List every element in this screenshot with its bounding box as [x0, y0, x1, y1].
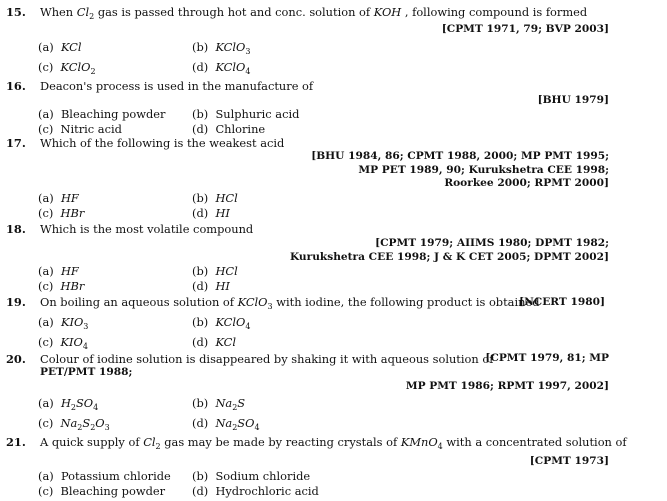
question-text: A quick supply of $Cl_2$ gas may be made by reacting crystals of KMnO$_4$ with a concentrated solution of: [40, 435, 627, 451]
question-text: On boiling an aqueous solution of KClO$_3$ with iodine, the following product is obtained: [40, 295, 540, 311]
option-c[interactable]: (c) HBr: [38, 206, 85, 220]
question-text: When $Cl_2$ gas is passed through hot and conc. solution of KOH , following compound is formed: [40, 5, 588, 21]
option-b[interactable]: (b) HCl: [192, 264, 238, 278]
option-c[interactable]: (c) Nitric acid: [38, 122, 122, 136]
question-source: [BHU 1984, 86; CPMT 1988, 2000; MP PMT 1995; MP PET 1989, 90; Kurukshetra CEE 1998; Roorkee 2000; RPMT 2000]: [311, 150, 609, 189]
question-number: 19.: [6, 295, 26, 309]
question-text: Which is the most volatile compound: [40, 222, 254, 236]
question-number: 18.: [6, 222, 26, 236]
question-source: [CPMT 1971, 79; BVP 2003]: [441, 23, 609, 35]
question-number: 16.: [6, 79, 26, 93]
option-d[interactable]: (d) KClO$_4$: [192, 60, 251, 76]
question-source: [NCERT 1980]: [519, 296, 605, 308]
question-number: 15.: [6, 5, 26, 19]
option-d[interactable]: (d) HI: [192, 206, 230, 220]
option-d[interactable]: (d) $Na_2SO_4$: [192, 416, 260, 432]
option-b[interactable]: (b) HCl: [192, 191, 238, 205]
option-a[interactable]: (a) Bleaching powder: [38, 107, 166, 121]
option-a[interactable]: (a) $H_2SO_4$: [38, 396, 99, 412]
option-d[interactable]: (d) Chlorine: [192, 122, 266, 136]
question-text: Deacon's process is used in the manufacture of: [40, 79, 314, 93]
option-c[interactable]: (c) $KIO_4$: [38, 335, 88, 351]
question-source: [CPMT 1973]: [529, 455, 609, 467]
option-b[interactable]: (b) KClO$_4$: [192, 315, 251, 331]
option-c[interactable]: (c) KClO$_2$: [38, 60, 96, 76]
option-a[interactable]: (a) Potassium chloride: [38, 469, 171, 483]
question-source-line2: PET/PMT 1988;: [40, 366, 133, 378]
question-text: Colour of iodine solution is disappeared by shaking it with aqueous solution of: [40, 352, 494, 366]
option-b[interactable]: (b) $Na_2S$: [192, 396, 246, 412]
question-source: MP PMT 1986; RPMT 1997, 2002]: [405, 380, 609, 392]
option-a[interactable]: (a) HF: [38, 264, 79, 278]
option-c[interactable]: (c) Bleaching powder: [38, 484, 166, 498]
option-c[interactable]: (c) HBr: [38, 279, 85, 293]
option-a[interactable]: (a) HF: [38, 191, 79, 205]
option-d[interactable]: (d) HI: [192, 279, 230, 293]
question-source: [BHU 1979]: [537, 94, 609, 106]
option-b[interactable]: (b) Sulphuric acid: [192, 107, 300, 121]
option-a[interactable]: (a) KCl: [38, 40, 82, 54]
option-b[interactable]: (b) KClO$_3$: [192, 40, 251, 56]
option-c[interactable]: (c) $Na_2S_2O_3$: [38, 416, 110, 432]
option-d[interactable]: (d) KCl: [192, 335, 236, 349]
option-d[interactable]: (d) Hydrochloric acid: [192, 484, 319, 498]
question-source: [CPMT 1979; AIIMS 1980; DPMT 1982; Kurukshetra CEE 1998; J & K CET 2005; DPMT 2002]: [289, 237, 609, 263]
question-number: 17.: [6, 136, 26, 150]
option-a[interactable]: (a) $KIO_3$: [38, 315, 89, 331]
question-number: 21.: [6, 435, 26, 449]
question-source-inline: [CPMT 1979, 81; MP: [485, 352, 609, 364]
question-number: 20.: [6, 352, 26, 366]
option-b[interactable]: (b) Sodium chloride: [192, 469, 311, 483]
question-text: Which of the following is the weakest acid: [40, 136, 285, 150]
